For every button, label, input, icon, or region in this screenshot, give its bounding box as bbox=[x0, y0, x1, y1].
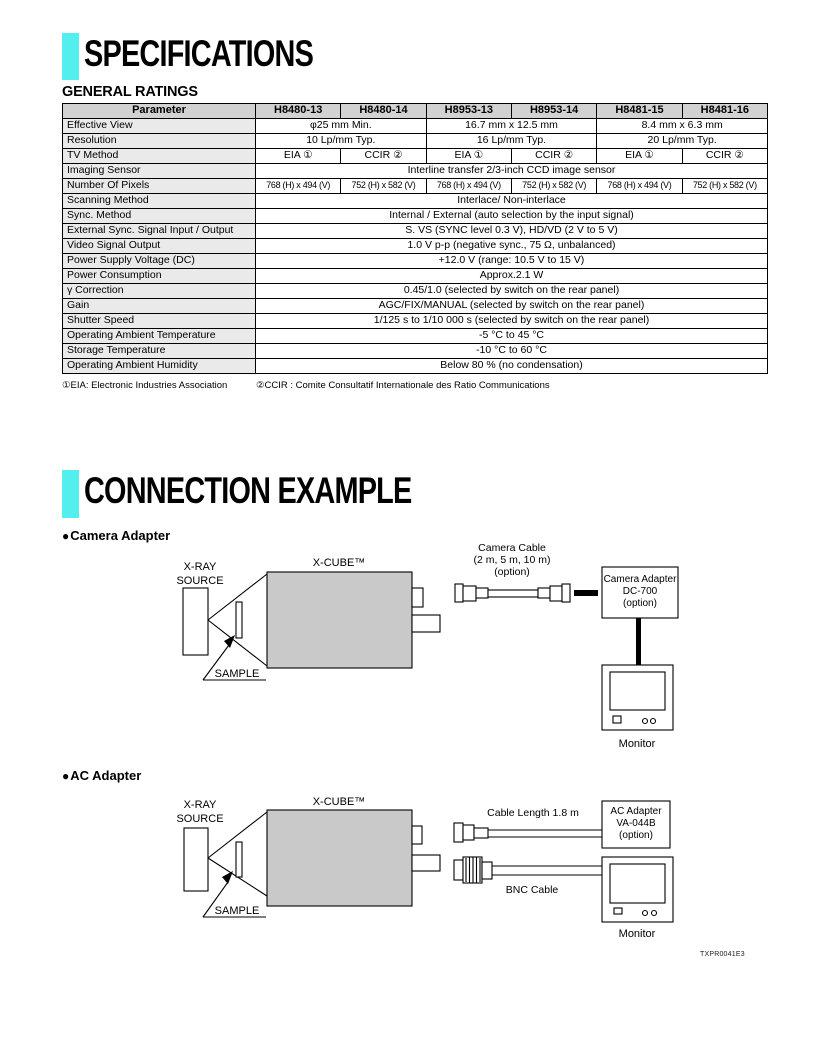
xray-source-label-line2: SOURCE bbox=[176, 575, 224, 587]
parameter-value: 1.0 V p-p (negative sync., 75 Ω, unbalanced) bbox=[256, 239, 768, 254]
model-column-header: H8481-15 bbox=[597, 104, 682, 119]
parameter-value: 752 (H) x 582 (V) bbox=[511, 179, 596, 194]
ac-adapter-diagram bbox=[150, 790, 720, 950]
cable-wire bbox=[488, 590, 538, 597]
xray-source-group bbox=[176, 799, 267, 896]
parameter-label: Imaging Sensor bbox=[63, 164, 256, 179]
parameter-value: 752 (H) x 582 (V) bbox=[341, 179, 426, 194]
monitor-group bbox=[602, 665, 673, 750]
xcube-connector-small bbox=[412, 826, 422, 844]
camera-cable-label-line1: Camera Cable bbox=[478, 542, 546, 554]
parameter-value: Internal / External (auto selection by the input signal) bbox=[256, 209, 768, 224]
ac-adapter-box-line2: VA-044B bbox=[616, 818, 656, 829]
xray-source-label-line2: SOURCE bbox=[176, 813, 224, 825]
parameter-value: AGC/FIX/MANUAL (selected by switch on the rear panel) bbox=[256, 299, 768, 314]
xcube-box bbox=[267, 810, 412, 906]
sample-plate bbox=[236, 842, 242, 877]
bullet-icon: ● bbox=[62, 769, 70, 783]
parameter-value: 0.45/1.0 (selected by switch on the rear panel) bbox=[256, 284, 768, 299]
connection-bar bbox=[574, 590, 598, 596]
parameter-value: 752 (H) x 582 (V) bbox=[682, 179, 767, 194]
parameter-value: Below 80 % (no condensation) bbox=[256, 359, 768, 374]
camera-adapter-box-line1: Camera Adapter bbox=[603, 574, 677, 585]
document-code: TXPR0041E3 bbox=[700, 951, 745, 958]
parameter-value: CCIR ② bbox=[682, 149, 767, 164]
xcube-connector-large bbox=[412, 615, 440, 632]
bnc-connector bbox=[482, 862, 492, 879]
footnote-eia: ①EIA: Electronic Industries Association bbox=[62, 380, 228, 391]
camera-adapter-box-line3: (option) bbox=[623, 598, 657, 609]
parameter-label: Gain bbox=[63, 299, 256, 314]
camera-cable-label-line2: (2 m, 5 m, 10 m) bbox=[473, 554, 551, 566]
sample-arrowhead-icon bbox=[222, 871, 233, 884]
parameter-label: Effective View bbox=[63, 119, 256, 134]
parameter-label: Video Signal Output bbox=[63, 239, 256, 254]
camera-cable-label-line3: (option) bbox=[494, 566, 530, 578]
power-cable-group bbox=[454, 807, 602, 842]
cable-connector bbox=[562, 584, 570, 602]
parameter-label: Sync. Method bbox=[63, 209, 256, 224]
parameter-label: Power Supply Voltage (DC) bbox=[63, 254, 256, 269]
cable-connector bbox=[463, 586, 476, 601]
parameter-value: CCIR ② bbox=[341, 149, 426, 164]
monitor-power-button bbox=[613, 716, 621, 723]
xcube-connector-large bbox=[412, 855, 440, 871]
section-accent-bar bbox=[62, 470, 79, 518]
parameter-value: 768 (H) x 494 (V) bbox=[597, 179, 682, 194]
parameter-value: 1/125 s to 1/10 000 s (selected by switch on the rear panel) bbox=[256, 314, 768, 329]
camera-adapter-box-line2: DC-700 bbox=[622, 586, 658, 597]
general-ratings-heading: GENERAL RATINGS bbox=[62, 84, 198, 100]
cable-connector bbox=[463, 825, 474, 840]
sample-group bbox=[203, 842, 266, 917]
connection-bar-vertical bbox=[636, 618, 641, 666]
xcube-group bbox=[267, 557, 440, 668]
xray-source-group bbox=[176, 561, 267, 666]
parameter-column-header: Parameter bbox=[63, 104, 256, 119]
parameter-value: 16 Lp/mm Typ. bbox=[426, 134, 597, 149]
monitor-power-button bbox=[614, 908, 622, 914]
parameter-value: 768 (H) x 494 (V) bbox=[426, 179, 511, 194]
ac-adapter-heading-label: AC Adapter bbox=[70, 768, 142, 783]
xray-source-box bbox=[184, 828, 208, 891]
bnc-connector bbox=[454, 860, 463, 880]
parameter-value: CCIR ② bbox=[511, 149, 596, 164]
monitor-label: Monitor bbox=[618, 928, 656, 940]
xcube-group bbox=[267, 796, 440, 906]
cable-connector bbox=[455, 584, 463, 602]
model-column-header: H8953-13 bbox=[426, 104, 511, 119]
cable-connector bbox=[550, 586, 562, 601]
parameter-label: Storage Temperature bbox=[63, 344, 256, 359]
bullet-icon: ● bbox=[62, 529, 70, 543]
parameter-label: Resolution bbox=[63, 134, 256, 149]
parameter-value: S. VS (SYNC level 0.3 V), HD/VD (2 V to 5 V) bbox=[256, 224, 768, 239]
model-column-header: H8481-16 bbox=[682, 104, 767, 119]
parameter-value: φ25 mm Min. bbox=[256, 119, 427, 134]
xray-source-box bbox=[183, 588, 208, 655]
parameter-label: Shutter Speed bbox=[63, 314, 256, 329]
parameter-value: Approx.2.1 W bbox=[256, 269, 768, 284]
monitor-screen bbox=[610, 864, 665, 903]
parameter-label: γ Correction bbox=[63, 284, 256, 299]
xcube-label: X-CUBE™ bbox=[312, 557, 366, 569]
specifications-title: SPECIFICATIONS bbox=[84, 33, 314, 74]
parameter-label: Power Consumption bbox=[63, 269, 256, 284]
ac-adapter-heading bbox=[62, 768, 141, 783]
sample-label: SAMPLE bbox=[214, 905, 260, 917]
parameter-value: EIA ① bbox=[256, 149, 341, 164]
parameter-label: Operating Ambient Humidity bbox=[63, 359, 256, 374]
parameter-value: 768 (H) x 494 (V) bbox=[256, 179, 341, 194]
monitor-screen bbox=[610, 672, 665, 710]
cable-sleeve bbox=[474, 828, 488, 838]
parameter-value: EIA ① bbox=[597, 149, 682, 164]
parameter-label: Scanning Method bbox=[63, 194, 256, 209]
camera-adapter-diagram bbox=[150, 538, 720, 755]
general-ratings-table bbox=[62, 103, 768, 374]
xcube-box bbox=[267, 572, 412, 668]
ac-adapter-box-group bbox=[602, 801, 670, 848]
cable-connector bbox=[454, 823, 463, 842]
section-accent-bar bbox=[62, 33, 79, 80]
cable-sleeve bbox=[538, 588, 550, 598]
parameter-label: External Sync. Signal Input / Output bbox=[63, 224, 256, 239]
bnc-cable-label: BNC Cable bbox=[505, 884, 559, 896]
camera-cable-group bbox=[455, 542, 598, 602]
xcube-connector-small bbox=[412, 588, 423, 607]
xray-source-label-line1: X-RAY bbox=[183, 561, 217, 573]
parameter-value: Interlace/ Non-interlace bbox=[256, 194, 768, 209]
monitor-group bbox=[602, 857, 673, 940]
parameter-label: Operating Ambient Temperature bbox=[63, 329, 256, 344]
parameter-label: Number Of Pixels bbox=[63, 179, 256, 194]
parameter-value: -10 °C to 60 °C bbox=[256, 344, 768, 359]
parameter-value: EIA ① bbox=[426, 149, 511, 164]
parameter-value: -5 °C to 45 °C bbox=[256, 329, 768, 344]
parameter-value: 16.7 mm x 12.5 mm bbox=[426, 119, 597, 134]
model-column-header: H8953-14 bbox=[511, 104, 596, 119]
parameter-value: 10 Lp/mm Typ. bbox=[256, 134, 427, 149]
monitor-label: Monitor bbox=[618, 738, 656, 750]
xray-source-label-line1: X-RAY bbox=[183, 799, 217, 811]
ac-adapter-box-line1: AC Adapter bbox=[610, 806, 662, 817]
connection-example-title: CONNECTION EXAMPLE bbox=[84, 470, 412, 511]
ac-adapter-box-line3: (option) bbox=[619, 830, 653, 841]
sample-plate bbox=[236, 602, 242, 638]
model-column-header: H8480-13 bbox=[256, 104, 341, 119]
cable-sleeve bbox=[476, 588, 488, 598]
camera-adapter-box-group bbox=[602, 567, 678, 666]
parameter-label: TV Method bbox=[63, 149, 256, 164]
xcube-label: X-CUBE™ bbox=[312, 796, 366, 808]
parameter-value: 20 Lp/mm Typ. bbox=[597, 134, 768, 149]
camera-adapter-heading-label: Camera Adapter bbox=[70, 528, 171, 543]
bnc-cable-group bbox=[454, 857, 602, 896]
cable-length-label: Cable Length 1.8 m bbox=[487, 807, 579, 819]
table-footnotes bbox=[62, 380, 550, 391]
model-column-header: H8480-14 bbox=[341, 104, 426, 119]
footnote-ccir: ②CCIR : Comite Consultatif Internationale des Ratio Communications bbox=[255, 380, 550, 391]
parameter-value: +12.0 V (range: 10.5 V to 15 V) bbox=[256, 254, 768, 269]
parameter-value: 8.4 mm x 6.3 mm bbox=[597, 119, 768, 134]
sample-label: SAMPLE bbox=[214, 668, 260, 680]
parameter-value: Interline transfer 2/3-inch CCD image sensor bbox=[256, 164, 768, 179]
